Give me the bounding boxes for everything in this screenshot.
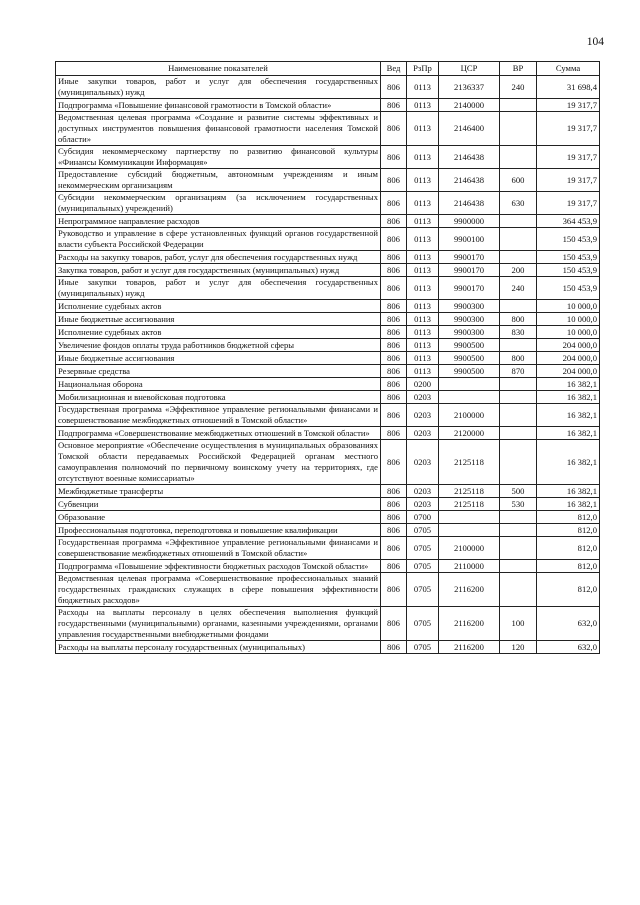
row-sum: 812,0 bbox=[537, 524, 600, 537]
table-row bbox=[56, 339, 600, 352]
row-csr: 9900300 bbox=[439, 313, 500, 326]
row-sum: 10 000,0 bbox=[537, 326, 600, 339]
header-name: Наименование показателей bbox=[56, 62, 381, 76]
row-csr: 2100000 bbox=[439, 537, 500, 560]
row-rzpr: 0705 bbox=[407, 524, 439, 537]
row-vr: 500 bbox=[500, 485, 537, 498]
row-rzpr: 0113 bbox=[407, 251, 439, 264]
table-row bbox=[56, 326, 600, 339]
row-rzpr: 0113 bbox=[407, 112, 439, 146]
row-rzpr: 0113 bbox=[407, 215, 439, 228]
row-sum: 150 453,9 bbox=[537, 264, 600, 277]
row-sum: 812,0 bbox=[537, 560, 600, 573]
row-vr bbox=[500, 112, 537, 146]
row-ved: 806 bbox=[381, 251, 407, 264]
row-sum: 31 698,4 bbox=[537, 76, 600, 99]
row-name: Ведомственная целевая программа «Создание и развитие системы эффективных и доступных инструментов повышения финансовой грамотности населения Томской области» bbox=[56, 112, 381, 146]
row-csr: 2125118 bbox=[439, 440, 500, 485]
row-ved: 806 bbox=[381, 607, 407, 641]
row-rzpr: 0113 bbox=[407, 264, 439, 277]
row-sum: 10 000,0 bbox=[537, 313, 600, 326]
row-name: Подпрограмма «Повышение финансовой грамотности в Томской области» bbox=[56, 99, 381, 112]
table-row bbox=[56, 485, 600, 498]
row-rzpr: 0113 bbox=[407, 146, 439, 169]
row-ved: 806 bbox=[381, 511, 407, 524]
table-row bbox=[56, 607, 600, 641]
row-ved: 806 bbox=[381, 352, 407, 365]
row-vr: 600 bbox=[500, 169, 537, 192]
table-row bbox=[56, 228, 600, 251]
row-csr: 2116200 bbox=[439, 573, 500, 607]
row-vr: 530 bbox=[500, 498, 537, 511]
row-csr: 2146400 bbox=[439, 112, 500, 146]
row-vr: 100 bbox=[500, 607, 537, 641]
row-vr bbox=[500, 215, 537, 228]
row-rzpr: 0113 bbox=[407, 326, 439, 339]
header-rzpr: РзПр bbox=[407, 62, 439, 76]
row-sum: 204 000,0 bbox=[537, 365, 600, 378]
row-sum: 19 317,7 bbox=[537, 99, 600, 112]
table-header-row bbox=[56, 62, 600, 76]
row-ved: 806 bbox=[381, 573, 407, 607]
row-vr bbox=[500, 511, 537, 524]
row-vr bbox=[500, 404, 537, 427]
row-name: Иные бюджетные ассигнования bbox=[56, 313, 381, 326]
row-name: Расходы на закупку товаров, работ, услуг для обеспечения государственных нужд bbox=[56, 251, 381, 264]
row-sum: 632,0 bbox=[537, 641, 600, 654]
row-name: Образование bbox=[56, 511, 381, 524]
row-rzpr: 0113 bbox=[407, 192, 439, 215]
row-ved: 806 bbox=[381, 313, 407, 326]
row-csr: 2116200 bbox=[439, 641, 500, 654]
row-name: Исполнение судебных актов bbox=[56, 326, 381, 339]
header-csr: ЦСР bbox=[439, 62, 500, 76]
row-sum: 16 382,1 bbox=[537, 440, 600, 485]
row-sum: 19 317,7 bbox=[537, 146, 600, 169]
row-sum: 812,0 bbox=[537, 573, 600, 607]
row-ved: 806 bbox=[381, 99, 407, 112]
row-csr: 2110000 bbox=[439, 560, 500, 573]
row-rzpr: 0705 bbox=[407, 537, 439, 560]
row-name: Предоставление субсидий бюджетным, автономным учреждениям и иным некоммерческим организациям bbox=[56, 169, 381, 192]
row-ved: 806 bbox=[381, 228, 407, 251]
row-sum: 10 000,0 bbox=[537, 300, 600, 313]
row-csr: 2116200 bbox=[439, 607, 500, 641]
table-row bbox=[56, 192, 600, 215]
row-csr: 2136337 bbox=[439, 76, 500, 99]
row-csr: 2146438 bbox=[439, 146, 500, 169]
row-rzpr: 0705 bbox=[407, 573, 439, 607]
row-csr: 9900100 bbox=[439, 228, 500, 251]
row-ved: 806 bbox=[381, 485, 407, 498]
header-ved: Вед bbox=[381, 62, 407, 76]
row-rzpr: 0113 bbox=[407, 352, 439, 365]
table-row bbox=[56, 641, 600, 654]
row-name: Субсидии некоммерческим организациям (за исключением государственных (муниципальных) учреждений) bbox=[56, 192, 381, 215]
row-sum: 16 382,1 bbox=[537, 378, 600, 391]
row-name: Ведомственная целевая программа «Совершенствование профессиональных знаний государственных гражданских служащих в сфере повышения эффективности бюджетных расходов» bbox=[56, 573, 381, 607]
row-csr bbox=[439, 378, 500, 391]
table-row bbox=[56, 313, 600, 326]
table-row bbox=[56, 365, 600, 378]
table-row bbox=[56, 378, 600, 391]
row-name: Расходы на выплаты персоналу в целях обеспечения выполнения функций государственными (муниципальными) органами, казенными учреждениями, органами управления государственными внебюджетными фондами bbox=[56, 607, 381, 641]
row-sum: 150 453,9 bbox=[537, 277, 600, 300]
table-row bbox=[56, 264, 600, 277]
row-name: Иные закупки товаров, работ и услуг для обеспечения государственных (муниципальных) нужд bbox=[56, 277, 381, 300]
header-vr: ВР bbox=[500, 62, 537, 76]
table-row bbox=[56, 215, 600, 228]
row-vr: 870 bbox=[500, 365, 537, 378]
row-csr: 9900500 bbox=[439, 365, 500, 378]
row-csr: 9900300 bbox=[439, 300, 500, 313]
row-csr bbox=[439, 511, 500, 524]
row-vr bbox=[500, 228, 537, 251]
row-csr: 9900500 bbox=[439, 352, 500, 365]
row-csr: 2146438 bbox=[439, 192, 500, 215]
row-sum: 16 382,1 bbox=[537, 485, 600, 498]
row-vr bbox=[500, 300, 537, 313]
row-rzpr: 0203 bbox=[407, 391, 439, 404]
row-rzpr: 0113 bbox=[407, 277, 439, 300]
table-row bbox=[56, 427, 600, 440]
row-csr: 9900170 bbox=[439, 264, 500, 277]
row-vr bbox=[500, 339, 537, 352]
row-name: Подпрограмма «Совершенствование межбюджетных отношений в Томской области» bbox=[56, 427, 381, 440]
row-rzpr: 0113 bbox=[407, 300, 439, 313]
table-row bbox=[56, 573, 600, 607]
row-vr: 630 bbox=[500, 192, 537, 215]
table-row bbox=[56, 169, 600, 192]
row-ved: 806 bbox=[381, 391, 407, 404]
row-ved: 806 bbox=[381, 498, 407, 511]
row-name: Увеличение фондов оплаты труда работников бюджетной сферы bbox=[56, 339, 381, 352]
row-rzpr: 0203 bbox=[407, 485, 439, 498]
row-ved: 806 bbox=[381, 300, 407, 313]
table-row bbox=[56, 440, 600, 485]
row-ved: 806 bbox=[381, 215, 407, 228]
row-rzpr: 0200 bbox=[407, 378, 439, 391]
row-name: Расходы на выплаты персоналу государственных (муниципальных) bbox=[56, 641, 381, 654]
row-name: Иные закупки товаров, работ и услуг для обеспечения государственных (муниципальных) нужд bbox=[56, 76, 381, 99]
row-csr: 9900300 bbox=[439, 326, 500, 339]
row-ved: 806 bbox=[381, 277, 407, 300]
row-csr bbox=[439, 524, 500, 537]
row-ved: 806 bbox=[381, 378, 407, 391]
row-sum: 364 453,9 bbox=[537, 215, 600, 228]
row-sum: 16 382,1 bbox=[537, 427, 600, 440]
row-name: Мобилизационная и вневойсковая подготовка bbox=[56, 391, 381, 404]
row-csr: 2100000 bbox=[439, 404, 500, 427]
row-name: Резервные средства bbox=[56, 365, 381, 378]
row-ved: 806 bbox=[381, 339, 407, 352]
row-vr bbox=[500, 440, 537, 485]
table-row bbox=[56, 99, 600, 112]
row-csr: 9900000 bbox=[439, 215, 500, 228]
row-rzpr: 0705 bbox=[407, 607, 439, 641]
row-name: Исполнение судебных актов bbox=[56, 300, 381, 313]
table-body bbox=[56, 76, 600, 654]
row-rzpr: 0113 bbox=[407, 99, 439, 112]
row-sum: 16 382,1 bbox=[537, 391, 600, 404]
row-sum: 16 382,1 bbox=[537, 498, 600, 511]
row-ved: 806 bbox=[381, 524, 407, 537]
row-ved: 806 bbox=[381, 427, 407, 440]
row-vr: 240 bbox=[500, 76, 537, 99]
table-row bbox=[56, 537, 600, 560]
row-csr bbox=[439, 391, 500, 404]
row-vr bbox=[500, 251, 537, 264]
row-name: Профессиональная подготовка, переподготовка и повышение квалификации bbox=[56, 524, 381, 537]
row-ved: 806 bbox=[381, 112, 407, 146]
table-row bbox=[56, 76, 600, 99]
row-ved: 806 bbox=[381, 146, 407, 169]
row-vr: 200 bbox=[500, 264, 537, 277]
row-vr: 120 bbox=[500, 641, 537, 654]
row-rzpr: 0113 bbox=[407, 76, 439, 99]
row-rzpr: 0203 bbox=[407, 440, 439, 485]
row-sum: 19 317,7 bbox=[537, 192, 600, 215]
row-vr: 800 bbox=[500, 313, 537, 326]
row-vr: 800 bbox=[500, 352, 537, 365]
row-sum: 812,0 bbox=[537, 537, 600, 560]
row-name: Подпрограмма «Повышение эффективности бюджетных расходов Томской области» bbox=[56, 560, 381, 573]
row-csr: 2146438 bbox=[439, 169, 500, 192]
row-name: Субсидия некоммерческому партнерству по развитию финансовой культуры «Финансы Коммуникации Информация» bbox=[56, 146, 381, 169]
row-vr: 830 bbox=[500, 326, 537, 339]
row-name: Национальная оборона bbox=[56, 378, 381, 391]
row-name: Иные бюджетные ассигнования bbox=[56, 352, 381, 365]
table-row bbox=[56, 251, 600, 264]
row-sum: 204 000,0 bbox=[537, 339, 600, 352]
row-name: Основное мероприятие «Обеспечение осуществления в муниципальных образованиях Томской области передаваемых Российской Федерацией органам местного самоуправления полномочий по первичному воинскому учету на территориях, где отсутствуют военные комиссариаты» bbox=[56, 440, 381, 485]
row-vr bbox=[500, 560, 537, 573]
row-rzpr: 0203 bbox=[407, 498, 439, 511]
header-sum: Сумма bbox=[537, 62, 600, 76]
table-row bbox=[56, 524, 600, 537]
row-csr: 2120000 bbox=[439, 427, 500, 440]
table-row bbox=[56, 498, 600, 511]
row-csr: 2140000 bbox=[439, 99, 500, 112]
table-row bbox=[56, 300, 600, 313]
row-sum: 19 317,7 bbox=[537, 169, 600, 192]
row-ved: 806 bbox=[381, 264, 407, 277]
row-sum: 150 453,9 bbox=[537, 228, 600, 251]
row-sum: 150 453,9 bbox=[537, 251, 600, 264]
row-ved: 806 bbox=[381, 76, 407, 99]
table-row bbox=[56, 560, 600, 573]
page-number: 104 bbox=[586, 36, 604, 48]
row-rzpr: 0705 bbox=[407, 560, 439, 573]
row-csr: 9900170 bbox=[439, 251, 500, 264]
row-vr: 240 bbox=[500, 277, 537, 300]
row-name: Межбюджетные трансферты bbox=[56, 485, 381, 498]
row-vr bbox=[500, 146, 537, 169]
row-vr bbox=[500, 99, 537, 112]
table-row bbox=[56, 511, 600, 524]
table-row bbox=[56, 352, 600, 365]
row-sum: 19 317,7 bbox=[537, 112, 600, 146]
row-rzpr: 0203 bbox=[407, 404, 439, 427]
row-ved: 806 bbox=[381, 404, 407, 427]
row-rzpr: 0203 bbox=[407, 427, 439, 440]
row-name: Государственная программа «Эффективное управление региональными финансами и совершенствование межбюджетных отношений в Томской области» bbox=[56, 404, 381, 427]
row-sum: 204 000,0 bbox=[537, 352, 600, 365]
row-csr: 9900500 bbox=[439, 339, 500, 352]
row-rzpr: 0113 bbox=[407, 365, 439, 378]
budget-table bbox=[55, 61, 600, 654]
row-sum: 632,0 bbox=[537, 607, 600, 641]
row-vr bbox=[500, 524, 537, 537]
row-ved: 806 bbox=[381, 326, 407, 339]
row-name: Субвенции bbox=[56, 498, 381, 511]
row-vr bbox=[500, 378, 537, 391]
row-ved: 806 bbox=[381, 537, 407, 560]
row-vr bbox=[500, 391, 537, 404]
table-row bbox=[56, 404, 600, 427]
row-vr bbox=[500, 573, 537, 607]
table-row bbox=[56, 112, 600, 146]
row-name: Закупка товаров, работ и услуг для государственных (муниципальных) нужд bbox=[56, 264, 381, 277]
table-row bbox=[56, 277, 600, 300]
row-csr: 2125118 bbox=[439, 498, 500, 511]
row-vr bbox=[500, 537, 537, 560]
row-ved: 806 bbox=[381, 560, 407, 573]
row-csr: 2125118 bbox=[439, 485, 500, 498]
row-ved: 806 bbox=[381, 440, 407, 485]
row-sum: 16 382,1 bbox=[537, 404, 600, 427]
row-rzpr: 0700 bbox=[407, 511, 439, 524]
row-rzpr: 0113 bbox=[407, 169, 439, 192]
row-ved: 806 bbox=[381, 192, 407, 215]
row-rzpr: 0113 bbox=[407, 313, 439, 326]
row-ved: 806 bbox=[381, 169, 407, 192]
row-sum: 812,0 bbox=[537, 511, 600, 524]
table-row bbox=[56, 146, 600, 169]
row-csr: 9900170 bbox=[439, 277, 500, 300]
row-name: Государственная программа «Эффективное управление региональными финансами и совершенствование межбюджетных отношений в Томской области» bbox=[56, 537, 381, 560]
row-rzpr: 0113 bbox=[407, 339, 439, 352]
row-rzpr: 0705 bbox=[407, 641, 439, 654]
row-vr bbox=[500, 427, 537, 440]
row-rzpr: 0113 bbox=[407, 228, 439, 251]
table-row bbox=[56, 391, 600, 404]
row-name: Непрограммное направление расходов bbox=[56, 215, 381, 228]
row-ved: 806 bbox=[381, 641, 407, 654]
row-name: Руководство и управление в сфере установленных функций органов государственной власти субъекта Российской Федерации bbox=[56, 228, 381, 251]
row-ved: 806 bbox=[381, 365, 407, 378]
